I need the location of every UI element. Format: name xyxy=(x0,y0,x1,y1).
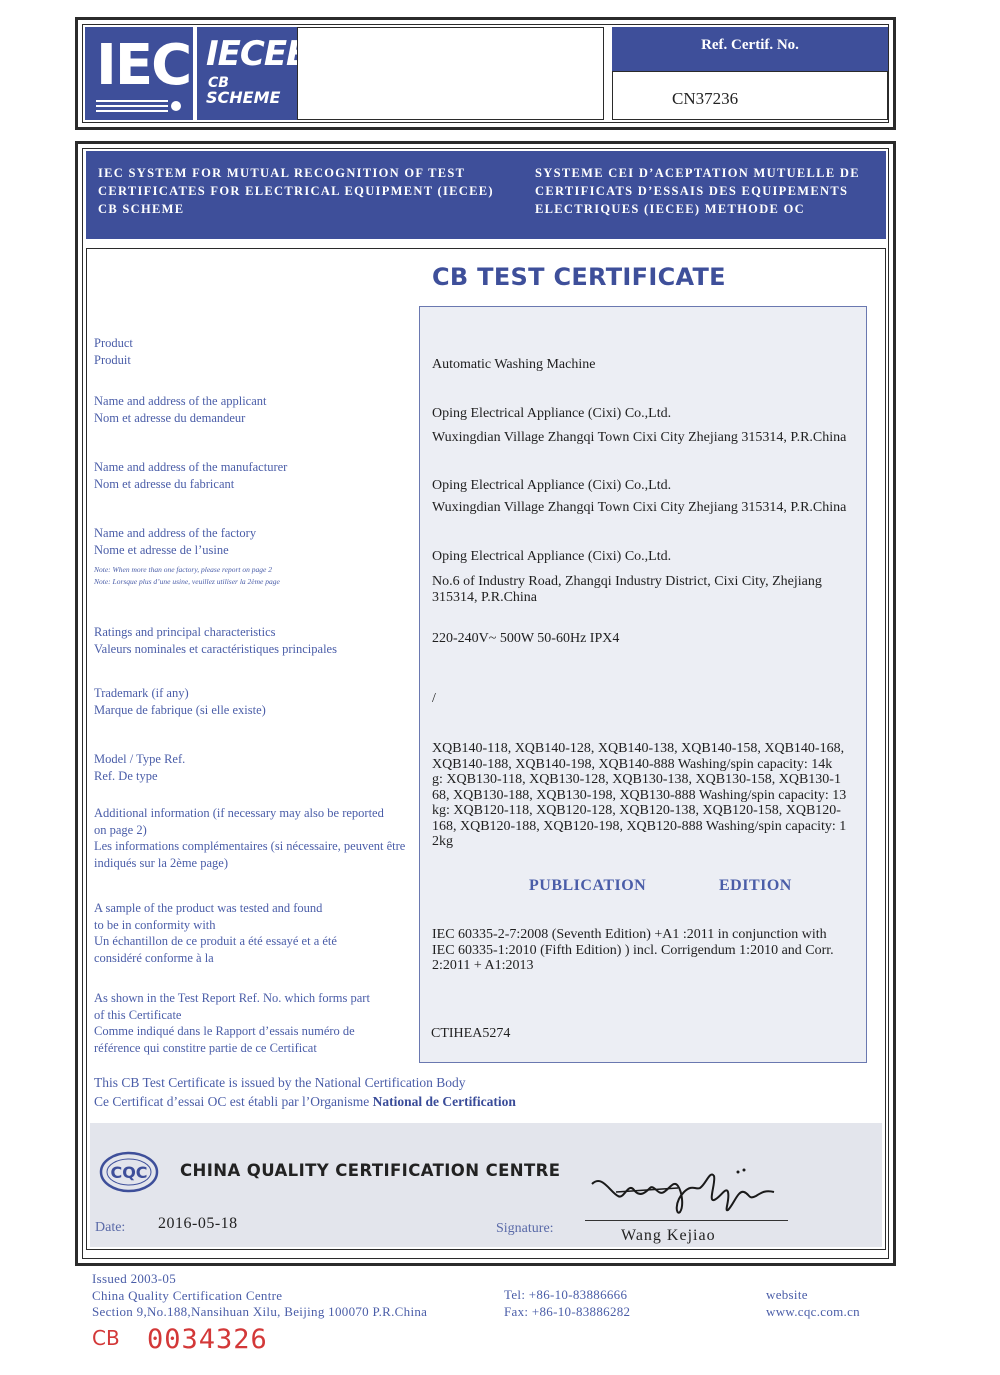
label-manufacturer: Name and address of the manufacturer Nom et adresse du fabricant xyxy=(94,460,288,491)
date-label: Date: xyxy=(95,1220,126,1235)
label-trademark: Trademark (if any) Marque de fabrique (si elle existe) xyxy=(94,686,266,717)
footer-contact: Tel: +86-10-83886666 Fax: +86-10-83886282 xyxy=(504,1287,631,1319)
edition-heading: EDITION xyxy=(719,877,792,894)
value-manufacturer-address: Wuxingdian Village Zhangqi Town Cixi City Zhejiang 315314, P.R.China xyxy=(432,500,847,515)
footer-website: website www.cqc.com.cn xyxy=(766,1287,860,1319)
label-sample-conformity: A sample of the product was tested and found to be in conformity with Un échantillon de ce produit a été essayé et a été considéré conforme à la xyxy=(94,901,337,965)
footer-issuer: Issued 2003-05 China Quality Certification Centre Section 9,No.188,Nansihuan Xilu, Beijing 100070 P.R.China xyxy=(92,1271,428,1319)
value-applicant-name: Oping Electrical Appliance (Cixi) Co.,Ltd. xyxy=(432,406,672,421)
label-applicant: Name and address of the applicant Nom et adresse du demandeur xyxy=(94,394,267,425)
label-additional-info: Additional information (if necessary may also be reported on page 2) Les informations complémentaires (si nécessaire, peuvent être indiqués sur la 2ème page) xyxy=(94,806,406,870)
value-test-report-ref: CTIHEA5274 xyxy=(431,1026,511,1041)
publication-heading: PUBLICATION xyxy=(529,877,647,894)
ref-cert-label: Ref. Certif. No. xyxy=(612,27,888,71)
issued-by-bold: National de Certification xyxy=(372,1094,516,1109)
value-factory-name: Oping Electrical Appliance (Cixi) Co.,Ltd. xyxy=(432,549,672,564)
header-blank-cell xyxy=(297,27,604,120)
label-product: Product Produit xyxy=(94,336,133,367)
value-product: Automatic Washing Machine xyxy=(432,357,596,372)
certificate-title: CB TEST CERTIFICATE xyxy=(432,263,726,291)
iecee-logo-text: IECEE xyxy=(206,34,309,74)
label-factory-note: Note: When more than one factory, please report on page 2 Note: Lorsque plus d’une usine, veuillez utiliser la 2ème page xyxy=(94,565,280,586)
ref-cert-number: CN37236 xyxy=(672,89,739,108)
svg-text:CQC: CQC xyxy=(110,1163,148,1182)
value-trademark: / xyxy=(432,691,436,706)
value-ratings: 220-240V~ 500W 50-60Hz IPX4 xyxy=(432,631,620,646)
value-standard: IEC 60335-2-7:2008 (Seventh Edition) +A1 :2011 in conjunction with IEC 60335-1:2010 (Fifth Edition) ) incl. Corrigendum 1:2010 and Corr. 2:2011 + A1:2013 xyxy=(432,927,834,973)
label-test-report: As shown in the Test Report Ref. No. which forms part of this Certificate Comme indiqué dans le Rapport d’essais numéro de référence qui constitre partie de ce Certificat xyxy=(94,991,370,1055)
label-factory: Name and address of the factory Nome et adresse de l’usine xyxy=(94,526,257,557)
handwritten-signature xyxy=(588,1162,778,1218)
label-model: Model / Type Ref. Ref. De type xyxy=(94,752,186,783)
date-value: 2016-05-18 xyxy=(158,1215,238,1232)
value-model-list: XQB140-118, XQB140-128, XQB140-138, XQB140-158, XQB140-168, XQB140-188, XQB140-198, XQB140-888 Washing/spin capacity: 14k g: XQB130-118, XQB130-128, XQB130-138, XQB130-158, XQB130-1 68, XQB130-188, XQB130-198, XQB130-888 Washing/spin capacity: 13 kg: XQB120-118, XQB120-128, XQB120-138, XQB120-158, XQB120- 168, XQB120-188, XQB120-198, XQB120-888 Washing/spin capacity: 1 2kg xyxy=(432,741,847,849)
scheme-logo-text: SCHEME xyxy=(206,88,281,107)
signatory-name: Wang Kejiao xyxy=(621,1227,716,1244)
certification-body-name: CHINA QUALITY CERTIFICATION CENTRE xyxy=(180,1161,561,1180)
issued-by-statement: This CB Test Certificate is issued by the National Certification Body Ce Certificat d’essai OC est établi par l’Organisme National de Certification xyxy=(94,1075,516,1109)
banner-french: SYSTEME CEI D’ACEPTATION MUTUELLE DE CERTIFICATS D’ESSAIS DES EQUIPEMENTS ELECTRIQUES (IECEE) METHODE OC xyxy=(535,166,860,216)
cb-serial-number: 0034326 xyxy=(147,1324,268,1355)
cqc-logo-icon xyxy=(99,1150,159,1194)
iec-logo-text: IEC xyxy=(96,33,191,98)
signature-line xyxy=(585,1220,788,1221)
cb-serial-label: CB xyxy=(92,1326,120,1350)
label-ratings: Ratings and principal characteristics Valeurs nominales et caractéristiques principales xyxy=(94,625,337,656)
logo-divider xyxy=(193,27,197,120)
cb-logo-text: CB xyxy=(208,75,229,91)
iec-logo-stripes xyxy=(96,98,184,114)
signature-label: Signature: xyxy=(496,1221,554,1236)
value-factory-address: No.6 of Industry Road, Zhangqi Industry District, Cixi City, Zhejiang 315314, P.R.China xyxy=(432,574,822,605)
banner-english: IEC SYSTEM FOR MUTUAL RECOGNITION OF TEST CERTIFICATES FOR ELECTRICAL EQUIPMENT (IECEE) CB SCHEME xyxy=(98,166,494,216)
value-manufacturer-name: Oping Electrical Appliance (Cixi) Co.,Ltd. xyxy=(432,478,672,493)
ref-cert-value-box xyxy=(612,71,888,120)
value-applicant-address: Wuxingdian Village Zhangqi Town Cixi City Zhejiang 315314, P.R.China xyxy=(432,430,847,445)
